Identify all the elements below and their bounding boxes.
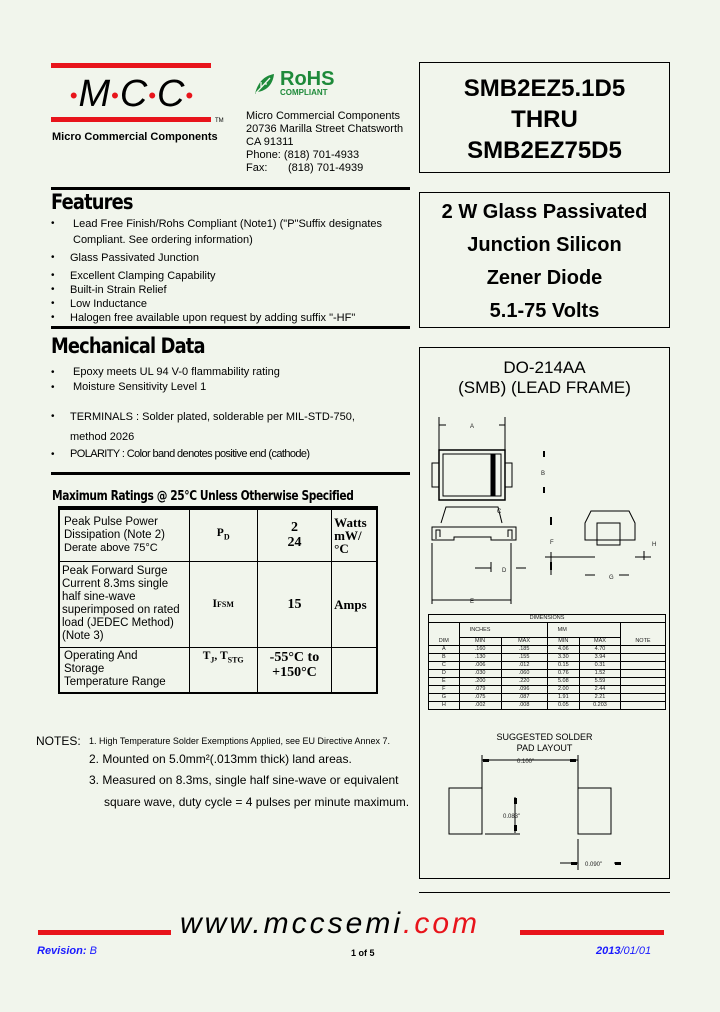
param-cell: Peak Pulse Power Dissipation (Note 2) Derate above 75°C	[59, 509, 189, 561]
list-item: • Glass Passivated Junction	[48, 252, 418, 264]
col-header: MIN	[459, 638, 501, 646]
svg-text:C: C	[497, 509, 502, 515]
table-row: A .160 .185 4.06 4.70	[429, 646, 666, 654]
part-number-to: SMB2EZ75D5	[467, 137, 622, 164]
table-row: F .079 .096 2.00 2.44	[429, 686, 666, 694]
package-outline-drawing	[419, 347, 670, 612]
col-header: MAX	[580, 638, 621, 646]
rohs-title: RoHS	[280, 68, 335, 90]
phone: Phone: (818) 701-4933	[246, 149, 360, 161]
list-item: • Moisture Sensitivity Level 1	[48, 380, 418, 395]
page-number: 1 of 5	[351, 948, 375, 958]
svg-text:A: A	[470, 424, 475, 430]
description-line: 5.1-75 Volts	[489, 300, 600, 322]
symbol-cell: $P_D$	[189, 509, 257, 561]
list-item: • Halogen free available upon request by adding suffix "-HF"	[48, 311, 418, 325]
revision-date: 2013/01/01	[596, 945, 652, 957]
logo-top-bar	[51, 63, 211, 68]
value-cell: -55°C to +150°C	[257, 647, 331, 693]
part-number-from: SMB2EZ5.1D5	[463, 75, 626, 102]
group-header: MM	[547, 623, 620, 638]
col-header: NOTE	[620, 623, 665, 646]
svg-text:E: E	[470, 599, 475, 605]
mechanical-title: Mechanical Data	[51, 334, 205, 358]
svg-text:H: H	[652, 542, 657, 548]
symbol-cell: IFSM	[189, 561, 257, 647]
features-title: Features	[51, 190, 133, 214]
symbol-cell: $T_J$, $T_{STG}$	[189, 647, 257, 693]
param-cell: Operating And Storage Temperature Range	[59, 647, 189, 693]
logo-subtitle: Micro Commercial Components	[52, 131, 218, 143]
footer-right-bar	[520, 930, 664, 935]
max-ratings-title: Maximum Ratings @ 25°C Unless Otherwise Specified	[52, 489, 354, 504]
col-header: MAX	[501, 638, 547, 646]
company-name: Micro Commercial Components	[246, 110, 401, 122]
svg-text:0.090": 0.090"	[585, 862, 603, 868]
revision: Revision: B	[37, 945, 97, 957]
website-url[interactable]: www.mccsemi.com	[180, 907, 481, 940]
unit-cell	[332, 647, 377, 693]
city: CA 91311	[246, 136, 294, 148]
description-line: Zener Diode	[486, 267, 603, 289]
logo-bottom-bar	[51, 117, 211, 122]
table-row	[59, 561, 377, 647]
svg-text:F: F	[550, 540, 554, 546]
package-title: DO-214AA (SMB) (LEAD FRAME)	[458, 358, 631, 397]
table-row: G .075 .087 1.91 2.21	[429, 694, 666, 702]
features-list	[48, 216, 418, 325]
table-row: C .006 .012 0.15 0.31	[429, 662, 666, 670]
note-item: square wave, duty cycle = 4 pulses per minute maximum.	[104, 795, 410, 809]
table-row	[59, 509, 377, 561]
table-row	[429, 623, 666, 638]
note-item: 1. High Temperature Solder Exemptions Applied, see EU Directive Annex 7.	[89, 736, 390, 746]
value-cell: 2 24	[257, 509, 331, 561]
group-header: INCHES	[459, 623, 547, 638]
list-item: • Lead Free Finish/Rohs Compliant (Note1) ("P"Suffix designates Compliant. See ordering information)	[48, 216, 418, 248]
rohs-badge	[252, 70, 334, 97]
list-item: • Excellent Clamping Capability	[48, 269, 418, 283]
list-item: • Built-in Strain Relief	[48, 283, 418, 297]
col-header: MIN	[547, 638, 579, 646]
mcc-logo: •M•C•C•	[69, 73, 195, 115]
table-row	[59, 647, 377, 693]
svg-text:D: D	[502, 568, 507, 574]
table-row: H .002 .008 0.05 0.203	[429, 702, 666, 710]
table-row	[429, 615, 666, 623]
list-item: • TERMINALS : Solder plated, solderable per MIL-STD-750, method 2026	[48, 407, 418, 447]
company-address	[246, 110, 403, 175]
param-cell: Peak Forward Surge Current 8.3ms single half sine-wave superimposed on rated load (JEDEC Method) (Note 3)	[59, 561, 189, 647]
description-box	[419, 192, 670, 328]
unit-cell: Watts mW/°C	[332, 509, 377, 561]
mechanical-list	[48, 365, 418, 462]
svg-text:0.100": 0.100"	[517, 759, 535, 765]
rohs-subtitle: COMPLIANT	[280, 88, 328, 97]
table-title: DIMENSIONS	[429, 615, 666, 623]
svg-text:G: G	[609, 575, 614, 581]
description-line: Junction Silicon	[467, 234, 622, 256]
svg-text:B: B	[541, 471, 546, 477]
dimensions-table	[428, 614, 666, 710]
unit-cell: Amps	[332, 561, 377, 647]
table-row: B .130 .155 3.30 3.94	[429, 654, 666, 662]
street: 20736 Marilla Street Chatsworth	[246, 123, 404, 135]
section-divider	[51, 326, 410, 329]
pad-layout-drawing	[419, 755, 670, 875]
description-line: 2 W Glass Passivated	[441, 201, 648, 223]
notes-label: NOTES:	[36, 734, 81, 748]
svg-text:0.083": 0.083"	[503, 814, 521, 820]
list-item: • POLARITY : Color band denotes positive end (cathode)	[48, 447, 418, 462]
note-item: 2. Mounted on 5.0mm²(.013mm thick) land areas.	[89, 752, 352, 766]
footer-left-bar	[38, 930, 171, 935]
pad-layout-title: SUGGESTED SOLDER PAD LAYOUT	[496, 732, 593, 753]
leaf-icon	[252, 72, 276, 96]
list-item: • Low Inductance	[48, 297, 418, 311]
max-ratings-table	[58, 508, 378, 694]
part-number-box	[419, 62, 670, 173]
section-divider	[419, 892, 670, 893]
col-header: DIM	[429, 623, 460, 646]
table-row: E .200 .220 5.08 5.59	[429, 678, 666, 686]
section-divider	[51, 472, 410, 475]
trademark: TM	[215, 118, 224, 124]
part-number-thru: THRU	[511, 106, 578, 133]
table-row: D .030 .060 0.76 1.52	[429, 670, 666, 678]
value-cell: 15	[257, 561, 331, 647]
list-item: • Epoxy meets UL 94 V-0 flammability rating	[48, 365, 418, 380]
note-item: 3. Measured on 8.3ms, single half sine-wave or equivalent	[89, 773, 399, 787]
fax: Fax: (818) 701-4939	[246, 162, 364, 174]
